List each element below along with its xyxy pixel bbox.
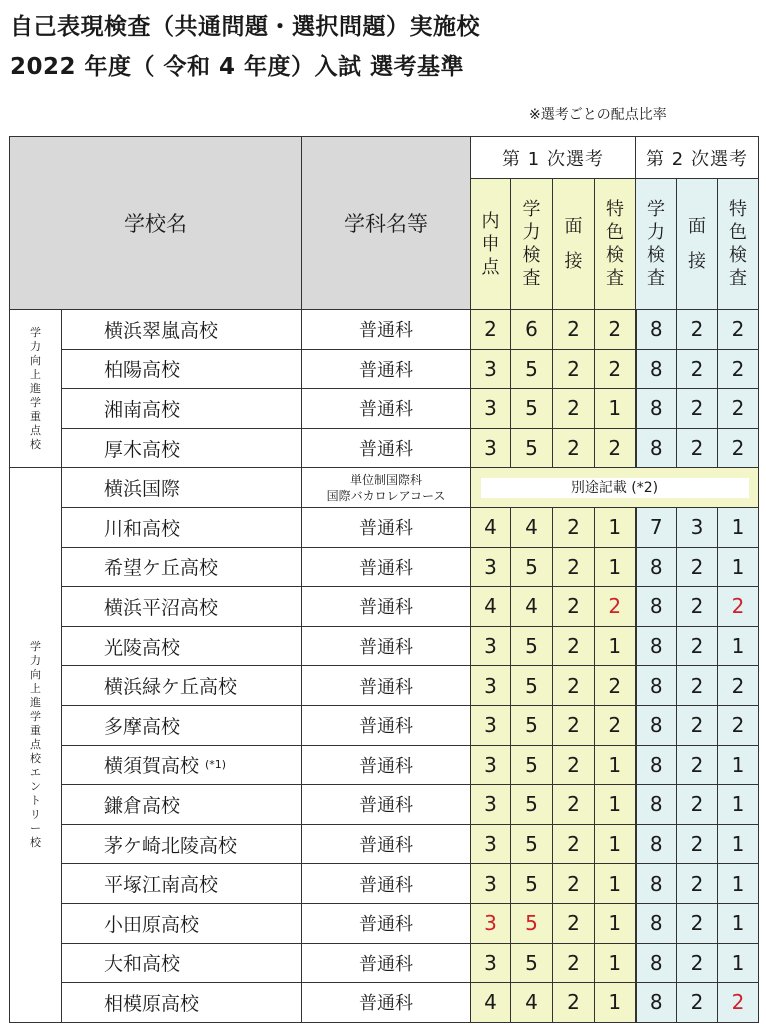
stage2-score: 7 <box>636 507 677 547</box>
stage2-score: 2 <box>718 705 759 745</box>
stage1-score: 1 <box>595 547 636 587</box>
table-row <box>10 864 759 904</box>
stage1-score: 1 <box>595 507 636 547</box>
stage1-score: 5 <box>511 903 553 943</box>
stage1-score: 1 <box>595 626 636 666</box>
school-name: 川和高校 <box>62 507 302 547</box>
stage2-score: 2 <box>677 389 718 429</box>
stage2-score: 8 <box>636 310 677 350</box>
school-name: 平塚江南高校 <box>62 864 302 904</box>
stage1-score: 2 <box>595 666 636 706</box>
department: 単位制国際科 国際バカロレアコース <box>302 468 471 508</box>
stage1-score: 1 <box>595 389 636 429</box>
stage1-score: 3 <box>471 626 511 666</box>
stage2-score: 1 <box>718 745 759 785</box>
table-row <box>10 943 759 983</box>
stage1-score: 5 <box>511 824 553 864</box>
stage2-score: 8 <box>636 903 677 943</box>
stage1-score: 2 <box>553 666 595 706</box>
stage2-score: 1 <box>718 903 759 943</box>
table-row <box>10 903 759 943</box>
header-stage2-special-test: 特色検査 <box>718 179 759 310</box>
department: 普通科 <box>302 547 471 587</box>
stage2-score: 2 <box>677 903 718 943</box>
school-name: 多摩高校 <box>62 705 302 745</box>
stage1-score: 5 <box>511 349 553 389</box>
stage1-score: 1 <box>595 864 636 904</box>
stage2-score: 2 <box>718 666 759 706</box>
stage1-score: 3 <box>471 824 511 864</box>
stage1-score: 4 <box>471 507 511 547</box>
school-name: 柏陽高校 <box>62 349 302 389</box>
department: 普通科 <box>302 507 471 547</box>
stage2-score: 8 <box>636 349 677 389</box>
stage2-score: 8 <box>636 547 677 587</box>
category-focus-schools: 学力向上進学重点校 <box>10 310 62 468</box>
department: 普通科 <box>302 943 471 983</box>
stage1-score: 3 <box>471 428 511 468</box>
department: 普通科 <box>302 705 471 745</box>
school-name: 横浜緑ケ丘高校 <box>62 666 302 706</box>
school-name: 湘南高校 <box>62 389 302 429</box>
stage1-score: 1 <box>595 824 636 864</box>
department: 普通科 <box>302 666 471 706</box>
stage2-score: 1 <box>718 507 759 547</box>
stage2-score: 2 <box>718 349 759 389</box>
stage1-score: 2 <box>553 785 595 825</box>
stage1-score: 2 <box>553 389 595 429</box>
header-stage1-interview: 面接 <box>553 179 595 310</box>
header-stage2-interview: 面接 <box>677 179 718 310</box>
stage2-score: 1 <box>718 864 759 904</box>
stage1-score: 3 <box>471 903 511 943</box>
stage1-score: 2 <box>553 626 595 666</box>
stage1-score: 3 <box>471 943 511 983</box>
stage2-score: 2 <box>677 943 718 983</box>
stage1-score: 5 <box>511 626 553 666</box>
school-name: 横浜国際 <box>62 468 302 508</box>
table-body <box>10 310 759 1023</box>
school-name: 小田原高校 <box>62 903 302 943</box>
school-name: 大和高校 <box>62 943 302 983</box>
stage1-score: 2 <box>553 310 595 350</box>
department: 普通科 <box>302 983 471 1023</box>
category-entry-schools: 学力向上進学重点校エントリー校 <box>10 468 62 1022</box>
department: 普通科 <box>302 626 471 666</box>
stage2-score: 8 <box>636 943 677 983</box>
stage1-score: 2 <box>553 507 595 547</box>
stage1-score: 3 <box>471 745 511 785</box>
stage1-score: 5 <box>511 785 553 825</box>
department: 普通科 <box>302 864 471 904</box>
stage2-score: 2 <box>718 983 759 1023</box>
stage1-score: 6 <box>511 310 553 350</box>
stage1-score: 3 <box>471 389 511 429</box>
stage2-score: 2 <box>677 824 718 864</box>
stage1-score: 4 <box>511 507 553 547</box>
stage2-score: 8 <box>636 745 677 785</box>
department: 普通科 <box>302 310 471 350</box>
stage2-score: 1 <box>718 547 759 587</box>
stage2-score: 2 <box>677 310 718 350</box>
header-stage-2: 第 2 次選考 <box>636 137 759 179</box>
stage2-score: 2 <box>677 547 718 587</box>
school-name: 光陵高校 <box>62 626 302 666</box>
header-stage1-academic-test: 学力検査 <box>511 179 553 310</box>
stage1-score: 4 <box>511 983 553 1023</box>
stage1-score: 1 <box>595 745 636 785</box>
title-line-1: 自己表現検査（共通問題・選択問題）実施校 <box>10 14 480 40</box>
stage1-score: 2 <box>553 705 595 745</box>
table-row <box>10 983 759 1023</box>
stage1-score: 3 <box>471 785 511 825</box>
stage2-score: 2 <box>677 983 718 1023</box>
header-stage2-academic-test: 学力検査 <box>636 179 677 310</box>
stage2-score: 2 <box>677 666 718 706</box>
header-naishin: 内申点 <box>471 179 511 310</box>
table-row <box>10 785 759 825</box>
table-row <box>10 824 759 864</box>
school-name: 横浜平沼高校 <box>62 587 302 627</box>
stage1-score: 5 <box>511 864 553 904</box>
stage1-score: 2 <box>595 310 636 350</box>
title-line-2: 2022 年度（ 令和 4 年度）入試 選考基準 <box>10 54 465 80</box>
header-stage-1: 第 1 次選考 <box>471 137 636 179</box>
stage1-score: 5 <box>511 745 553 785</box>
header-school-name: 学校名 <box>10 137 302 310</box>
stage1-score: 3 <box>471 666 511 706</box>
stage2-score: 2 <box>677 785 718 825</box>
stage1-score: 2 <box>553 428 595 468</box>
stage2-score: 1 <box>718 785 759 825</box>
stage1-score: 2 <box>553 349 595 389</box>
stage2-score: 1 <box>718 943 759 983</box>
table-row <box>10 507 759 547</box>
header-stage1-special-test: 特色検査 <box>595 179 636 310</box>
department: 普通科 <box>302 428 471 468</box>
table-row <box>10 349 759 389</box>
stage1-score: 3 <box>471 705 511 745</box>
stage2-score: 8 <box>636 785 677 825</box>
stage1-score: 2 <box>595 428 636 468</box>
stage1-score: 2 <box>553 745 595 785</box>
stage2-score: 2 <box>718 389 759 429</box>
stage2-score: 1 <box>718 626 759 666</box>
table-row <box>10 587 759 627</box>
stage1-score: 5 <box>511 389 553 429</box>
table-row <box>10 626 759 666</box>
stage2-score: 2 <box>718 428 759 468</box>
stage1-score: 4 <box>471 587 511 627</box>
stage1-score: 5 <box>511 943 553 983</box>
stage1-score: 1 <box>595 903 636 943</box>
school-name: 相模原高校 <box>62 983 302 1023</box>
header-department: 学科名等 <box>302 137 471 310</box>
stage1-score: 2 <box>553 983 595 1023</box>
stage1-score: 2 <box>595 705 636 745</box>
separate-note: 別途記載 (*2) <box>481 478 749 498</box>
stage2-score: 8 <box>636 666 677 706</box>
school-name: 厚木高校 <box>62 428 302 468</box>
department: 普通科 <box>302 785 471 825</box>
selection-criteria-table <box>9 136 759 1023</box>
department: 普通科 <box>302 745 471 785</box>
stage1-score: 4 <box>471 983 511 1023</box>
stage2-score: 8 <box>636 824 677 864</box>
stage2-score: 2 <box>677 626 718 666</box>
stage1-score: 1 <box>595 785 636 825</box>
stage1-score: 3 <box>471 547 511 587</box>
school-name: 横須賀高校 $^{(*1)}$ <box>62 745 302 785</box>
footnote-mark: (*1) <box>205 758 227 772</box>
school-name: 鎌倉高校 <box>62 785 302 825</box>
school-name: 横浜翠嵐高校 <box>62 310 302 350</box>
separate-criteria-cell <box>471 468 759 508</box>
table-row <box>10 389 759 429</box>
stage1-score: 2 <box>471 310 511 350</box>
stage2-score: 8 <box>636 428 677 468</box>
stage1-score: 2 <box>553 547 595 587</box>
stage2-score: 2 <box>677 587 718 627</box>
school-name: 希望ケ丘高校 <box>62 547 302 587</box>
school-name: 茅ケ崎北陵高校 <box>62 824 302 864</box>
table-row <box>10 468 759 508</box>
stage2-score: 2 <box>718 310 759 350</box>
stage2-score: 2 <box>677 864 718 904</box>
stage1-score: 2 <box>553 824 595 864</box>
stage2-score: 8 <box>636 587 677 627</box>
department: 普通科 <box>302 903 471 943</box>
stage1-score: 5 <box>511 705 553 745</box>
stage1-score: 5 <box>511 666 553 706</box>
stage2-score: 8 <box>636 864 677 904</box>
stage2-score: 8 <box>636 983 677 1023</box>
stage1-score: 3 <box>471 864 511 904</box>
table-row <box>10 310 759 350</box>
stage1-score: 2 <box>595 587 636 627</box>
stage2-score: 2 <box>677 745 718 785</box>
stage1-score: 1 <box>595 983 636 1023</box>
stage2-score: 8 <box>636 705 677 745</box>
department: 普通科 <box>302 389 471 429</box>
stage1-score: 2 <box>553 943 595 983</box>
stage1-score: 1 <box>595 943 636 983</box>
table-row <box>10 705 759 745</box>
stage2-score: 2 <box>677 428 718 468</box>
stage1-score: 5 <box>511 428 553 468</box>
stage2-score: 1 <box>718 824 759 864</box>
stage1-score: 2 <box>595 349 636 389</box>
stage2-score: 2 <box>718 587 759 627</box>
stage1-score: 2 <box>553 587 595 627</box>
stage1-score: 4 <box>511 587 553 627</box>
table-row <box>10 547 759 587</box>
department: 普通科 <box>302 824 471 864</box>
allocation-note: ※選考ごとの配点比率 <box>529 107 667 123</box>
stage1-score: 5 <box>511 547 553 587</box>
department: 普通科 <box>302 349 471 389</box>
table-row <box>10 666 759 706</box>
department: 普通科 <box>302 587 471 627</box>
stage2-score: 2 <box>677 705 718 745</box>
stage2-score: 2 <box>677 349 718 389</box>
stage1-score: 3 <box>471 349 511 389</box>
stage2-score: 8 <box>636 626 677 666</box>
stage1-score: 2 <box>553 903 595 943</box>
table-row <box>10 745 759 785</box>
table-row <box>10 428 759 468</box>
stage1-score: 2 <box>553 864 595 904</box>
stage2-score: 8 <box>636 389 677 429</box>
stage2-score: 3 <box>677 507 718 547</box>
